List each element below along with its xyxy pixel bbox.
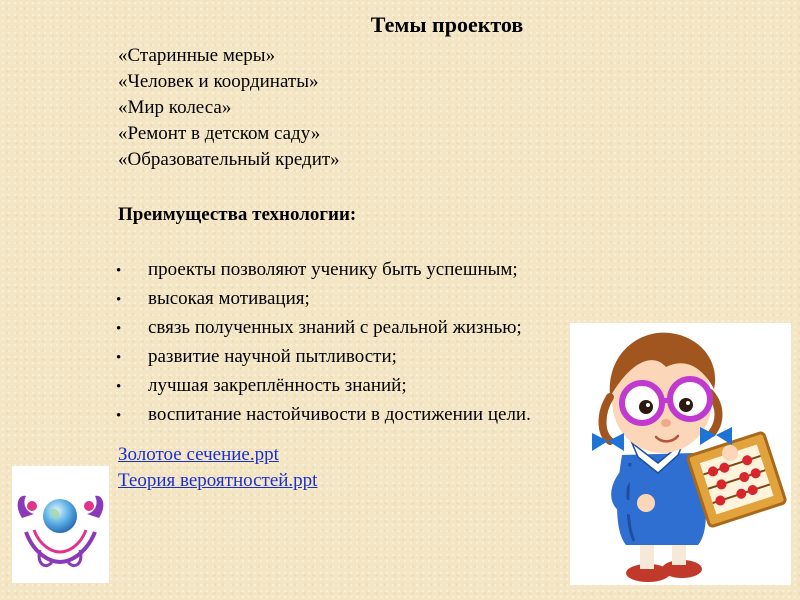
topic-item: «Человек и координаты» — [118, 71, 319, 92]
advantage-item — [112, 285, 531, 314]
advantage-item — [112, 401, 531, 430]
advantage-text: проекты позволяют ученику быть успешным; — [148, 259, 518, 280]
advantage-text: лучшая закреплённость знаний; — [148, 375, 407, 396]
topic-item: «Образовательный кредит» — [118, 149, 340, 170]
bullet-icon: • — [116, 350, 122, 366]
advantage-item — [112, 256, 531, 285]
globe-logo-icon — [12, 466, 109, 583]
bullet-icon: • — [116, 292, 122, 308]
topic-item: «Ремонт в детском саду» — [118, 123, 321, 144]
advantage-item — [112, 372, 531, 401]
advantage-text: развитие научной пытливости; — [148, 346, 397, 367]
advantage-item — [112, 314, 531, 343]
presentation-links — [118, 442, 317, 494]
advantage-item — [112, 343, 531, 372]
topic-item: «Старинные меры» — [118, 45, 276, 66]
advantages-heading: Преимущества технологии: — [118, 204, 357, 225]
advantage-text: связь полученных знаний с реальной жизнью; — [148, 317, 522, 338]
bullet-icon: • — [116, 408, 122, 424]
project-topics-list — [118, 43, 340, 173]
advantage-text: воспитание настойчивости в достижении цели. — [148, 404, 531, 425]
bullet-icon: • — [116, 263, 122, 279]
link-golden-ratio[interactable]: Золотое сечение.ppt — [118, 444, 279, 465]
link-probability-theory[interactable]: Теория вероятностей.ppt — [118, 470, 318, 491]
bullet-icon: • — [116, 321, 122, 337]
girl-with-abacus-illustration — [570, 323, 791, 585]
advantage-text: высокая мотивация; — [148, 288, 310, 309]
slide-title: Темы проектов — [370, 12, 524, 37]
topic-item: «Мир колеса» — [118, 97, 232, 118]
advantages-list — [112, 256, 531, 430]
bullet-icon: • — [116, 379, 122, 395]
